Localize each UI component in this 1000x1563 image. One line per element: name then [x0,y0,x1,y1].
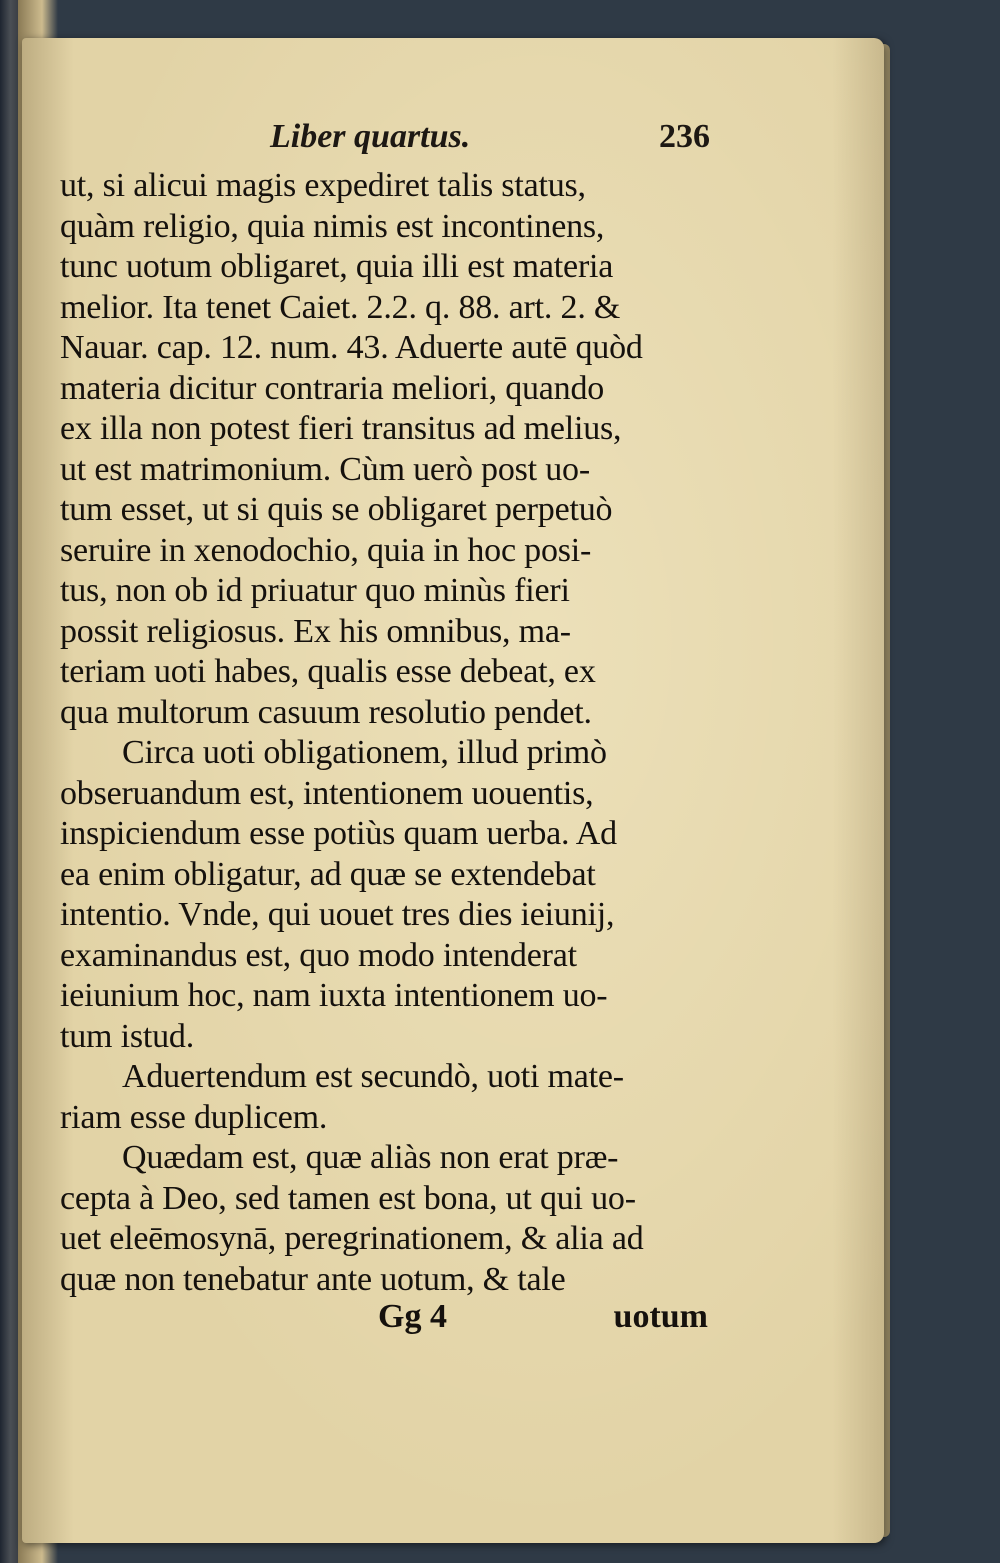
text-line: possit religiosus. Ex his omnibus, ma- [60,612,571,650]
text-line: tus, non ob id priuatur quo minùs fieri [60,572,570,609]
text-line: intentio. Vnde, qui uouet tres dies ieiunij, [60,896,615,933]
text-line: cepta à Deo, sed tamen est bona, ut qui uo- [60,1179,636,1217]
text-line: inspiciendum esse potiùs quam uerba. Ad [60,815,617,852]
text-line: tum esset, ut si quis se obligaret perpetuò [60,491,613,528]
text-line: qua multorum casuum resolutio pendet. [60,693,592,731]
text-line: quàm religio, quia nimis est incontinens, [60,207,605,245]
text-line: tum istud. [60,1017,195,1055]
text-line: ex illa non potest fieri transitus ad melius, [60,410,622,447]
body-text [60,166,720,1300]
text-line: ut est matrimonium. Cùm uerò post uo- [60,450,590,488]
text-line: seruire in xenodochio, quia in hoc posi- [60,531,592,569]
text-line: obseruandum est, intentionem uouentis, [60,774,594,812]
page-footer [60,1298,720,1346]
text-line: teriam uoti habes, qualis esse debeat, ex [60,653,596,690]
page-number: 236 [659,118,710,155]
text-line: melior. Ita tenet Caiet. 2.2. q. 88. art. 2. & [60,288,621,326]
text-line: Nauar. cap. 12. num. 43. Aduerte autē quòd [60,329,643,366]
page-header [60,118,720,166]
text-line: ea enim obligatur, ad quæ se extendebat [60,855,596,893]
text-line: materia dicitur contraria meliori, quando [60,369,605,407]
text-line: tunc uotum obligaret, quia illi est materia [60,248,614,285]
signature-mark: Gg 4 [378,1298,447,1335]
running-head: Liber quartus. [270,118,471,155]
text-line: examinandus est, quo modo intenderat [60,936,577,974]
text-line: riam esse duplicem. [60,1098,328,1136]
text-line: ut, si alicui magis expediret talis status, [60,167,586,204]
text-line: Aduertendum est secundò, uoti mate- [122,1058,624,1095]
text-line: Quædam est, quæ aliàs non erat præ- [122,1139,619,1176]
catchword: uotum [613,1298,708,1335]
text-line: quæ non tenebatur ante uotum, & tale [60,1260,566,1298]
text-line: uet eleēmosynā, peregrinationem, & alia ad [60,1220,644,1257]
text-line: ieiunium hoc, nam iuxta intentionem uo- [60,977,608,1014]
text-line: Circa uoti obligationem, illud primò [122,734,607,771]
